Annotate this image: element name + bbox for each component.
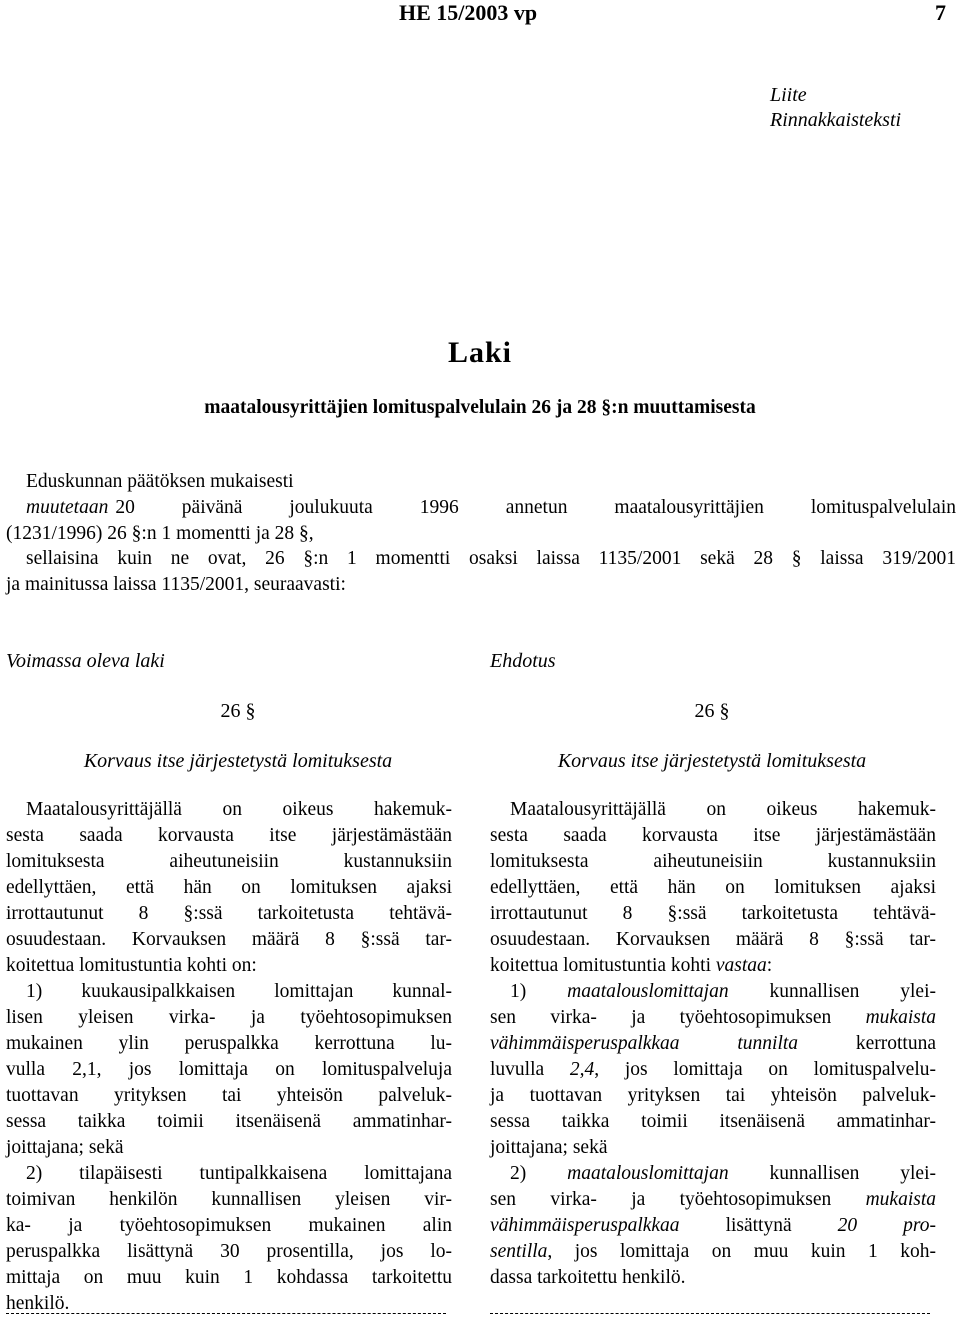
intro-line-2-verb: muutetaan xyxy=(26,497,109,518)
intro-line-2-rest: 20 päivänä joulukuuta 1996 annetun maatalousyrittäjien lomituspalvelulain xyxy=(115,497,956,518)
left-section-title: Korvaus itse järjestetystä lomituksesta xyxy=(83,750,393,772)
paragraph-line: tuottavan yrityksen tai yhteisön palveluk- xyxy=(6,1085,452,1106)
intro-line-5: ja mainitussa laissa 1135/2001, seuraavasti: xyxy=(6,574,346,595)
paragraph-line: koitettua lomitustuntia kohti vastaa: xyxy=(490,955,773,976)
paragraph-line: 2) tilapäisesti tuntipalkkaisena lomittajana xyxy=(26,1163,452,1184)
appendix-label: Liite xyxy=(770,84,807,106)
document-id: HE 15/2003 vp xyxy=(399,0,538,25)
paragraph-line: sen virka- ja työehtosopimuksen mukaista xyxy=(490,1007,936,1028)
right-omission-line xyxy=(490,1313,930,1314)
paragraph-line: irrottautunut 8 §:ssä tarkoitetusta tehtävä- xyxy=(6,903,452,924)
paragraph-line: 1) kuukausipalkkaisen lomittajan kunnal- xyxy=(26,981,452,1002)
paragraph-line: mukainen ylin peruspalkka kerrottuna lu- xyxy=(6,1033,452,1054)
right-section-text xyxy=(490,797,936,1291)
paragraph-line: 1) maatalouslomittajan kunnallisen ylei- xyxy=(510,981,936,1002)
paragraph-line: Maatalousyrittäjällä on oikeus hakemuk- xyxy=(510,799,936,820)
paragraph-line: irrottautunut 8 §:ssä tarkoitetusta tehtävä- xyxy=(490,903,936,924)
paragraph-line: lomituksesta aiheutuneisiin kustannuksiin xyxy=(490,851,936,872)
page-number: 7 xyxy=(935,0,946,25)
paragraph-line: mittaja on muu kuin 1 kohdassa tarkoitettu xyxy=(6,1267,452,1288)
intro-line-1: Eduskunnan päätöksen mukaisesti xyxy=(26,471,294,492)
paragraph-line: vähimmäisperuspalkkaa tunnilta kerrottuna xyxy=(490,1033,936,1054)
paragraph-line: vulla 2,1, jos lomittaja on lomituspalveluja xyxy=(6,1059,452,1080)
intro-line-2 xyxy=(26,495,956,521)
right-column-title: Ehdotus xyxy=(490,650,556,672)
paragraph-line: peruspalkka lisättynä 30 prosentilla, jos lo- xyxy=(6,1241,452,1262)
intro-line-4: sellaisina kuin ne ovat, 26 §:n 1 momentti osaksi laissa 1135/2001 sekä 28 § laissa 319/2001 xyxy=(26,548,956,569)
law-subtitle: maatalousyrittäjien lomituspalvelulain 26 ja 28 §:n muuttamisesta xyxy=(204,397,756,418)
paragraph-line: sesta saada korvausta itse järjestämästään xyxy=(490,825,936,846)
paragraph-line: sessa taikka toimii itsenäisenä ammatinhar- xyxy=(490,1111,936,1132)
paragraph-line: joittajana; sekä xyxy=(6,1137,124,1158)
paragraph-line: sessa taikka toimii itsenäisenä ammatinhar- xyxy=(6,1111,452,1132)
paragraph-line: osuudestaan. Korvauksen määrä 8 §:ssä tar- xyxy=(6,929,452,950)
paragraph-line: dassa tarkoitettu henkilö. xyxy=(490,1267,686,1288)
paragraph-line: edellyttäen, että hän on lomituksen ajaksi xyxy=(490,877,936,898)
paragraph-line: luvulla 2,4, jos lomittaja on lomituspalvelu- xyxy=(490,1059,936,1080)
paragraph-line: henkilö. xyxy=(6,1293,70,1314)
left-section-number: 26 § xyxy=(220,700,256,722)
left-column-title: Voimassa oleva laki xyxy=(6,650,165,672)
paragraph-line: vähimmäisperuspalkkaa lisättynä 20 pro- xyxy=(490,1215,936,1236)
paragraph-line: sentilla, jos lomittaja on muu kuin 1 koh- xyxy=(490,1241,936,1262)
paragraph-line: lisen yleisen virka- ja työehtosopimuksen xyxy=(6,1007,452,1028)
paragraph-line: lomituksesta aiheutuneisiin kustannuksiin xyxy=(6,851,452,872)
paragraph-line: ja tuottavan yrityksen tai yhteisön palveluk- xyxy=(490,1085,936,1106)
left-section-text xyxy=(6,797,452,1317)
appendix-sublabel: Rinnakkaisteksti xyxy=(770,109,902,131)
paragraph-line: ka- ja työehtosopimuksen mukainen alin xyxy=(6,1215,452,1236)
right-section-number: 26 § xyxy=(694,700,730,722)
paragraph-line: Maatalousyrittäjällä on oikeus hakemuk- xyxy=(26,799,452,820)
law-title: Laki xyxy=(447,336,513,369)
right-section-title: Korvaus itse järjestetystä lomituksesta xyxy=(557,750,867,772)
paragraph-line: joittajana; sekä xyxy=(490,1137,608,1158)
paragraph-line: edellyttäen, että hän on lomituksen ajaksi xyxy=(6,877,452,898)
intro-line-3: (1231/1996) 26 §:n 1 momentti ja 28 §, xyxy=(6,523,314,544)
paragraph-line: koitettua lomitustuntia kohti on: xyxy=(6,955,257,976)
paragraph-line: osuudestaan. Korvauksen määrä 8 §:ssä tar- xyxy=(490,929,936,950)
paragraph-line: sesta saada korvausta itse järjestämästään xyxy=(6,825,452,846)
paragraph-line: toimivan henkilön kunnallisen yleisen vir- xyxy=(6,1189,452,1210)
left-omission-line xyxy=(6,1313,446,1314)
paragraph-line: sen virka- ja työehtosopimuksen mukaista xyxy=(490,1189,936,1210)
paragraph-line: 2) maatalouslomittajan kunnallisen ylei- xyxy=(510,1163,936,1184)
